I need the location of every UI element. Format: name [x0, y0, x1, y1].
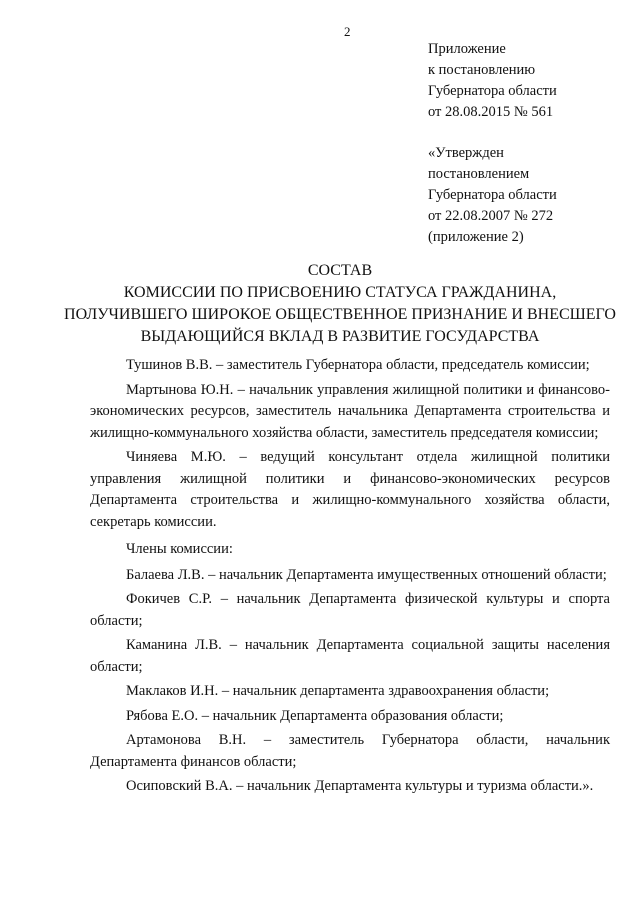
approval-line: от 22.08.2007 № 272 [428, 208, 554, 224]
member-entry: Балаева Л.В. – начальник Департамента имущественных отношений области; [126, 566, 607, 583]
approval-line: Губернатора области [428, 187, 557, 203]
deputy-chairman-entry: Мартынова Ю.Н. – начальник управления жилищной политики и финансово-экономических ресурсов, заместитель начальника Департамента строительства и жилищно-коммунального хозяйства области, заместитель председателя комиссии; [90, 381, 610, 441]
member-entry: Каманина Л.В. – начальник Департамента социальной защиты населения области; [90, 637, 610, 675]
title-heading: СОСТАВ [307, 262, 373, 279]
member-entry: Рябова Е.О. – начальник Департамента образования области; [126, 707, 504, 724]
approval-line: постановлением [428, 166, 530, 182]
appendix-header [428, 39, 628, 123]
title-line: КОМИССИИ ПО ПРИСВОЕНИЮ СТАТУСА ГРАЖДАНИНА, [123, 284, 557, 301]
approval-stamp-block [428, 143, 628, 248]
appendix-line: от 28.08.2015 № 561 [428, 104, 554, 120]
commission-composition [90, 355, 610, 801]
page-number: 2 [344, 24, 351, 39]
member-entry: Фокичев С.Р. – начальник Департамента физической культуры и спорта области; [90, 591, 610, 629]
member-entry: Осиповский В.А. – начальник Департамента культуры и туризма области.». [126, 778, 594, 794]
chairman-entry: Тушинов В.В. – заместитель Губернатора области, председатель комиссии; [126, 357, 590, 373]
title-line: ПОЛУЧИВШЕГО ШИРОКОЕ ОБЩЕСТВЕННОЕ ПРИЗНАНИЕ И ВНЕСШЕГО [64, 306, 616, 323]
title-line: ВЫДАЮЩИЙСЯ ВКЛАД В РАЗВИТИЕ ГОСУДАРСТВА [140, 328, 540, 345]
approval-line: «Утвержден [428, 145, 504, 161]
document-title [40, 260, 640, 348]
members-heading: Члены комиссии: [126, 541, 233, 557]
appendix-line: Приложение [428, 41, 506, 57]
member-entry: Маклаков И.Н. – начальник департамента здравоохранения области; [126, 683, 550, 699]
appendix-line: Губернатора области [428, 83, 557, 99]
member-entry: Артамонова В.Н. – заместитель Губернатора области, начальник Департамента финансов области; [90, 732, 610, 770]
appendix-line: к постановлению [428, 62, 536, 78]
approval-line: (приложение 2) [428, 229, 524, 245]
secretary-entry: Чиняева М.Ю. – ведущий консультант отдела жилищной политики управления жилищной политики и финансово-экономических ресурсов Департамента строительства и жилищно-коммунального хозяйства области, секретарь комиссии. [90, 449, 610, 530]
